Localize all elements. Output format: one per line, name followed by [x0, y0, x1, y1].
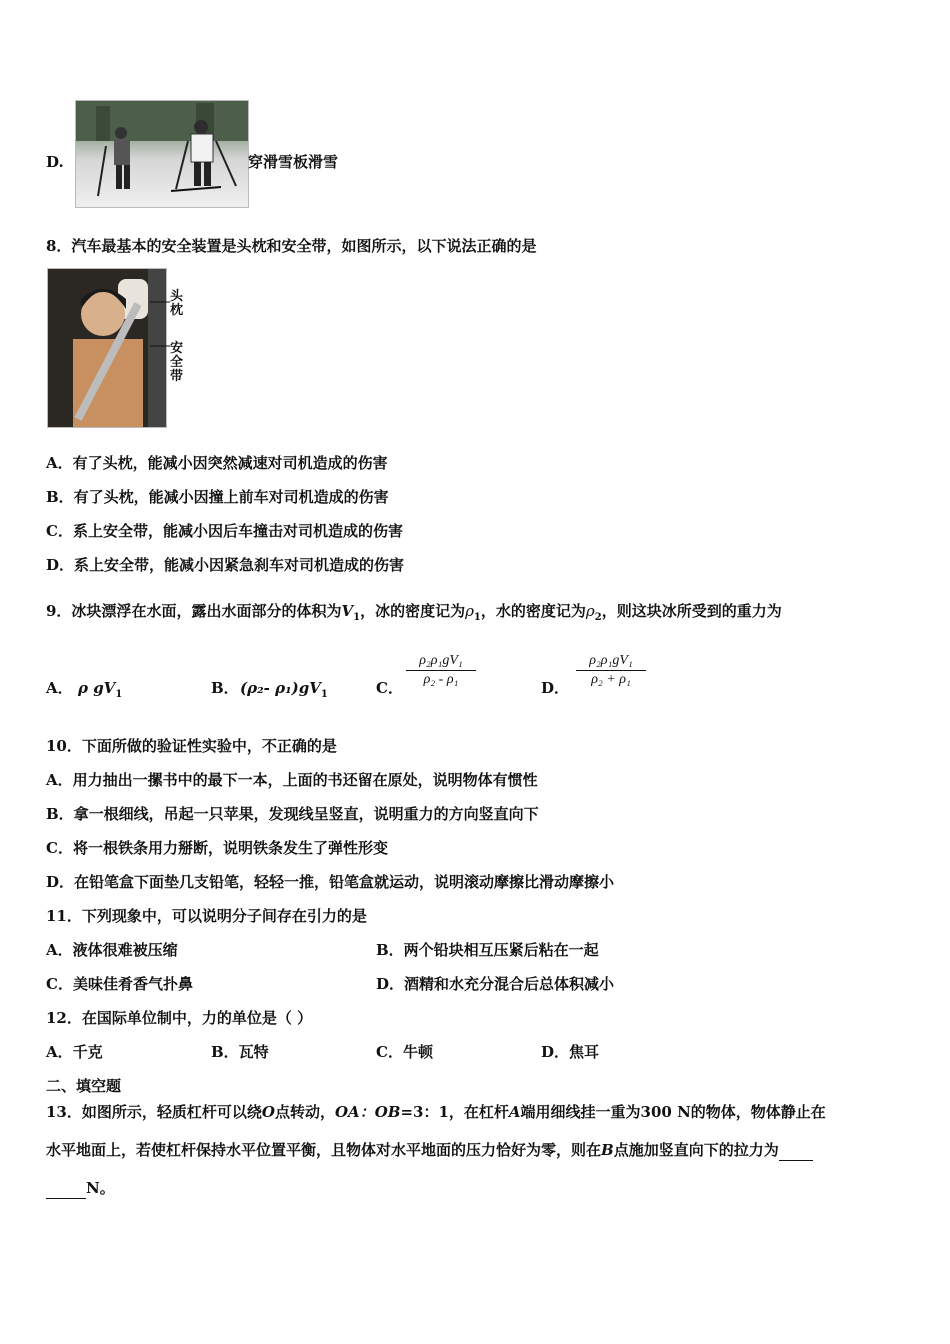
q9-option-a-label: A．: [46, 679, 73, 697]
q10-option-c: C．将一根铁条用力掰断，说明铁条发生了弹性形变: [46, 839, 388, 857]
q10-option-a: A．用力抽出一摞书中的最下一本，上面的书还留在原处，说明物体有惯性: [46, 771, 538, 789]
q12-option-c: C．牛顿: [376, 1043, 433, 1061]
q13-answer-blank-start[interactable]: [779, 1140, 813, 1161]
skiing-photo: [75, 100, 249, 208]
q10-option-d: D．在铅笔盒下面垫几支铅笔，轻轻一推，铅笔盒就运动，说明滚动摩擦比滑动摩擦小: [46, 873, 615, 891]
q8-stem: 8．汽车最基本的安全装置是头枕和安全带，如图所示，以下说法正确的是: [46, 237, 537, 255]
seatbelt-label-1: 安: [170, 341, 184, 356]
figure-pointer-lines: [150, 296, 172, 356]
q13-line-3: N。: [46, 1178, 115, 1199]
q9-option-d-fraction: [576, 652, 646, 689]
q11-option-a: A．液体很难被压缩: [46, 941, 178, 959]
q13-line-2: 水平地面上，若使杠杆保持水平位置平衡，且物体对水平地面的压力恰好为零，则在B点施加竖直向下的拉力为: [46, 1140, 813, 1161]
q10-stem: 10．下面所做的验证性实验中，不正确的是: [46, 737, 337, 755]
q9-option-d-numerator: ρ₂ρ₁gV₁: [576, 652, 646, 671]
q8-option-c: C．系上安全带，能减小因后车撞击对司机造成的伤害: [46, 522, 403, 540]
section-title-fill-in: 二、填空题: [46, 1077, 122, 1095]
q13-line-1: 13．如图所示，轻质杠杆可以绕O点转动，OA：OB=3：1，在杠杆A端用细线挂一重为300 N的物体，物体静止在: [46, 1103, 826, 1121]
q12-stem: 12．在国际单位制中，力的单位是（ ）: [46, 1009, 313, 1027]
q9-option-c-label: C．: [376, 679, 403, 697]
q9-option-b-expr: (ρ₂- $\rho_1)gV_1$: [240, 679, 328, 700]
q7-option-d-text: 穿滑雪板滑雪: [248, 153, 339, 171]
q11-option-b: B．两个铅块相互压紧后粘在一起: [376, 941, 599, 959]
seatbelt-label-3: 带: [170, 369, 184, 384]
q7-option-d-label: D.: [46, 153, 64, 171]
q12-option-d: D．焦耳: [541, 1043, 600, 1061]
q12-option-a: A．千克: [46, 1043, 103, 1061]
q8-option-d: D．系上安全带，能减小因紧急刹车对司机造成的伤害: [46, 556, 405, 574]
q9-option-a-expr: ρ $gV_1$: [78, 679, 123, 700]
car-headrest-seatbelt-photo: [47, 268, 167, 428]
q9-stem: 9．冰块漂浮在水面，露出水面部分的体积为$V_1$，冰的密度记为$\rho_1$，水的密度记为$\rho_2$，则这块冰所受到的重力为: [46, 602, 782, 623]
q9-option-c-denominator: ρ₂ - ρ₁: [423, 672, 459, 687]
q11-option-d: D．酒精和水充分混合后总体积减小: [376, 975, 615, 993]
q9-option-d-label: D．: [541, 679, 570, 697]
q11-stem: 11．下列现象中，可以说明分子间存在引力的是: [46, 907, 367, 925]
headrest-label-2: 枕: [170, 303, 184, 318]
q12-option-b: B．瓦特: [211, 1043, 269, 1061]
q11-option-c: C．美味佳肴香气扑鼻: [46, 975, 193, 993]
q8-option-b: B．有了头枕，能减小因撞上前车对司机造成的伤害: [46, 488, 389, 506]
q13-answer-blank-end[interactable]: [46, 1178, 86, 1199]
q10-option-b: B．拿一根细线，吊起一只苹果，发现线呈竖直，说明重力的方向竖直向下: [46, 805, 539, 823]
q9-option-d-denominator: ρ₂ + ρ₁: [591, 672, 631, 687]
headrest-label-1: 头: [170, 289, 184, 304]
q9-option-b-label: B．: [211, 679, 239, 697]
q9-option-c-fraction: [406, 652, 476, 689]
q8-option-a: A．有了头枕，能减小因突然减速对司机造成的伤害: [46, 454, 388, 472]
q9-option-c-numerator: ρ₂ρ₁gV₁: [406, 652, 476, 671]
car-figure-labels: [170, 290, 194, 384]
seatbelt-label-2: 全: [170, 355, 184, 370]
